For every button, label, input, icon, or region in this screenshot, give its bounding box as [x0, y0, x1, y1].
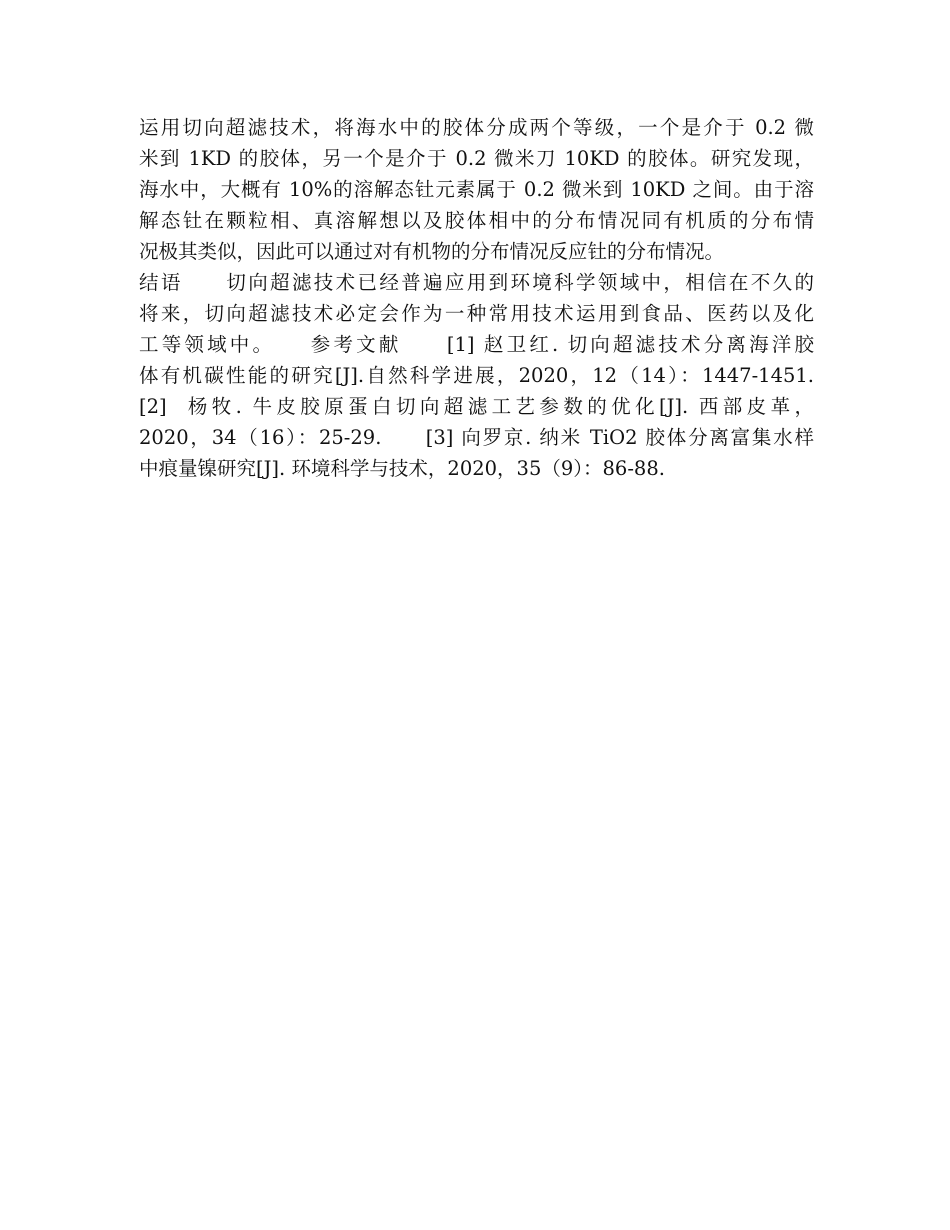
text-line: 中痕量镍研究[J]. 环境科学与技术，2020，35（9）：86-88. [139, 457, 665, 480]
text-line: 2020，34（16）：25-29. [3] 向罗京. 纳米 TiO2 胶体分离富集水样 [139, 426, 814, 449]
text-line: 工等领域中。 参考文献 [1] 赵卫红. 切向超滤技术分离海洋胶 [139, 333, 814, 356]
text-line: 结语 切向超滤技术已经普遍应用到环境科学领域中，相信在不久的 [139, 271, 814, 294]
text-line: 运用切向超滤技术，将海水中的胶体分成两个等级，一个是介于 0.2 微 [139, 116, 814, 139]
text-line: 况极其类似，因此可以通过对有机物的分布情况反应钍的分布情况。 [139, 240, 725, 263]
text-line: 解态钍在颗粒相、真溶解想以及胶体相中的分布情况同有机质的分布情 [139, 209, 814, 232]
text-line: 将来，切向超滤技术必定会作为一种常用技术运用到食品、医药以及化 [139, 302, 814, 325]
text-line: [2] 杨牧. 牛皮胶原蛋白切向超滤工艺参数的优化[J]. 西部皮革， [139, 395, 814, 418]
text-line: 体有机碳性能的研究[J].自然科学进展，2020，12（14）：1447-1451. [139, 364, 814, 387]
body-text [139, 112, 814, 484]
text-line: 海水中，大概有 10%的溶解态钍元素属于 0.2 微米到 10KD 之间。由于溶 [139, 178, 814, 201]
text-line: 米到 1KD 的胶体，另一个是介于 0.2 微米刀 10KD 的胶体。研究发现， [139, 147, 814, 170]
